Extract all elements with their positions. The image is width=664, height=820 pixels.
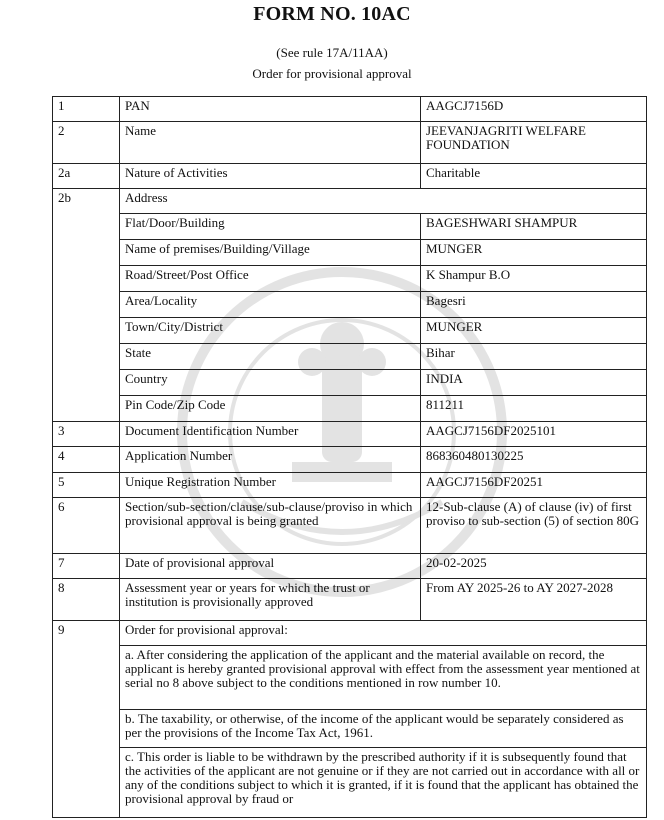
form-subtitle: Order for provisional approval <box>252 66 412 81</box>
row-number: 9 <box>53 621 120 818</box>
table-row <box>53 122 647 164</box>
address-value: 811211 <box>421 396 647 422</box>
address-value: MUNGER <box>421 318 647 344</box>
field-label: Name <box>120 122 421 164</box>
table-row <box>53 189 647 214</box>
table-row <box>53 710 647 748</box>
field-value: From AY 2025-26 to AY 2027-2028 <box>421 579 647 621</box>
row-number: 7 <box>53 554 120 579</box>
field-value: 20-02-2025 <box>421 554 647 579</box>
field-label: Assessment year or years for which the trust or institution is provisionally approved <box>120 579 421 621</box>
form-rule-reference: (See rule 17A/11AA) <box>276 45 388 60</box>
table-row <box>53 164 647 189</box>
field-value: 12-Sub-clause (A) of clause (iv) of first proviso to sub-section (5) of section 80G <box>421 498 647 554</box>
row-number: 3 <box>53 422 120 447</box>
field-label: Nature of Activities <box>120 164 421 189</box>
address-label: Name of premises/Building/Village <box>120 240 421 266</box>
table-row <box>53 554 647 579</box>
address-label: Country <box>120 370 421 396</box>
field-value: 868360480130225 <box>421 447 647 473</box>
table-row <box>53 370 647 396</box>
order-paragraph-a: a. After considering the application of the applicant and the material available on record, the applicant is hereby granted provisional approval with effect from the assessment year mentioned at serial no 8 above subject to the conditions mentioned in row number 10. <box>120 646 647 710</box>
table-row <box>53 214 647 240</box>
table-row <box>53 344 647 370</box>
table-row <box>53 240 647 266</box>
row-number: 4 <box>53 447 120 473</box>
table-row <box>53 422 647 447</box>
row-number: 8 <box>53 579 120 621</box>
row-number: 5 <box>53 473 120 498</box>
row-number: 2b <box>53 189 120 422</box>
address-value: Bagesri <box>421 292 647 318</box>
table-row <box>53 292 647 318</box>
field-value: Charitable <box>421 164 647 189</box>
row-number: 2a <box>53 164 120 189</box>
table-row <box>53 579 647 621</box>
field-label: Unique Registration Number <box>120 473 421 498</box>
address-label: Town/City/District <box>120 318 421 344</box>
row-number: 1 <box>53 97 120 122</box>
table-row <box>53 447 647 473</box>
table-row <box>53 621 647 646</box>
field-value: AAGCJ7156D <box>421 97 647 122</box>
table-row <box>53 97 647 122</box>
field-value: AAGCJ7156DF2025101 <box>421 422 647 447</box>
form-title: FORM NO. 10AC <box>253 3 411 25</box>
row-number: 2 <box>53 122 120 164</box>
address-label: State <box>120 344 421 370</box>
field-label: Date of provisional approval <box>120 554 421 579</box>
address-value: INDIA <box>421 370 647 396</box>
order-paragraph-b: b. The taxability, or otherwise, of the income of the applicant would be separately considered as per the provisions of the Income Tax Act, 1961. <box>120 710 647 748</box>
table-row <box>53 318 647 344</box>
field-label: Order for provisional approval: <box>120 621 647 646</box>
table-row <box>53 473 647 498</box>
address-value: Bihar <box>421 344 647 370</box>
table-row <box>53 646 647 710</box>
table-row <box>53 748 647 818</box>
field-value: JEEVANJAGRITI WELFARE FOUNDATION <box>421 122 647 164</box>
address-label: Area/Locality <box>120 292 421 318</box>
field-label: Address <box>120 189 647 214</box>
field-label: Document Identification Number <box>120 422 421 447</box>
address-value: MUNGER <box>421 240 647 266</box>
table-row <box>53 266 647 292</box>
table-row <box>53 396 647 422</box>
field-label: PAN <box>120 97 421 122</box>
form-table <box>52 96 647 818</box>
address-label: Flat/Door/Building <box>120 214 421 240</box>
address-label: Pin Code/Zip Code <box>120 396 421 422</box>
row-number: 6 <box>53 498 120 554</box>
address-value: K Shampur B.O <box>421 266 647 292</box>
field-label: Application Number <box>120 447 421 473</box>
field-label: Section/sub-section/clause/sub-clause/proviso in which provisional approval is being granted <box>120 498 421 554</box>
address-value: BAGESHWARI SHAMPUR <box>421 214 647 240</box>
order-paragraph-c: c. This order is liable to be withdrawn by the prescribed authority if it is subsequently found that the activities of the applicant are not genuine or if they are not carried out in accordance with all or any of the conditions subject to which it is granted, if it is found that the applicant has obtained the provisional approval by fraud or <box>120 748 647 818</box>
table-row <box>53 498 647 554</box>
address-label: Road/Street/Post Office <box>120 266 421 292</box>
field-value: AAGCJ7156DF20251 <box>421 473 647 498</box>
